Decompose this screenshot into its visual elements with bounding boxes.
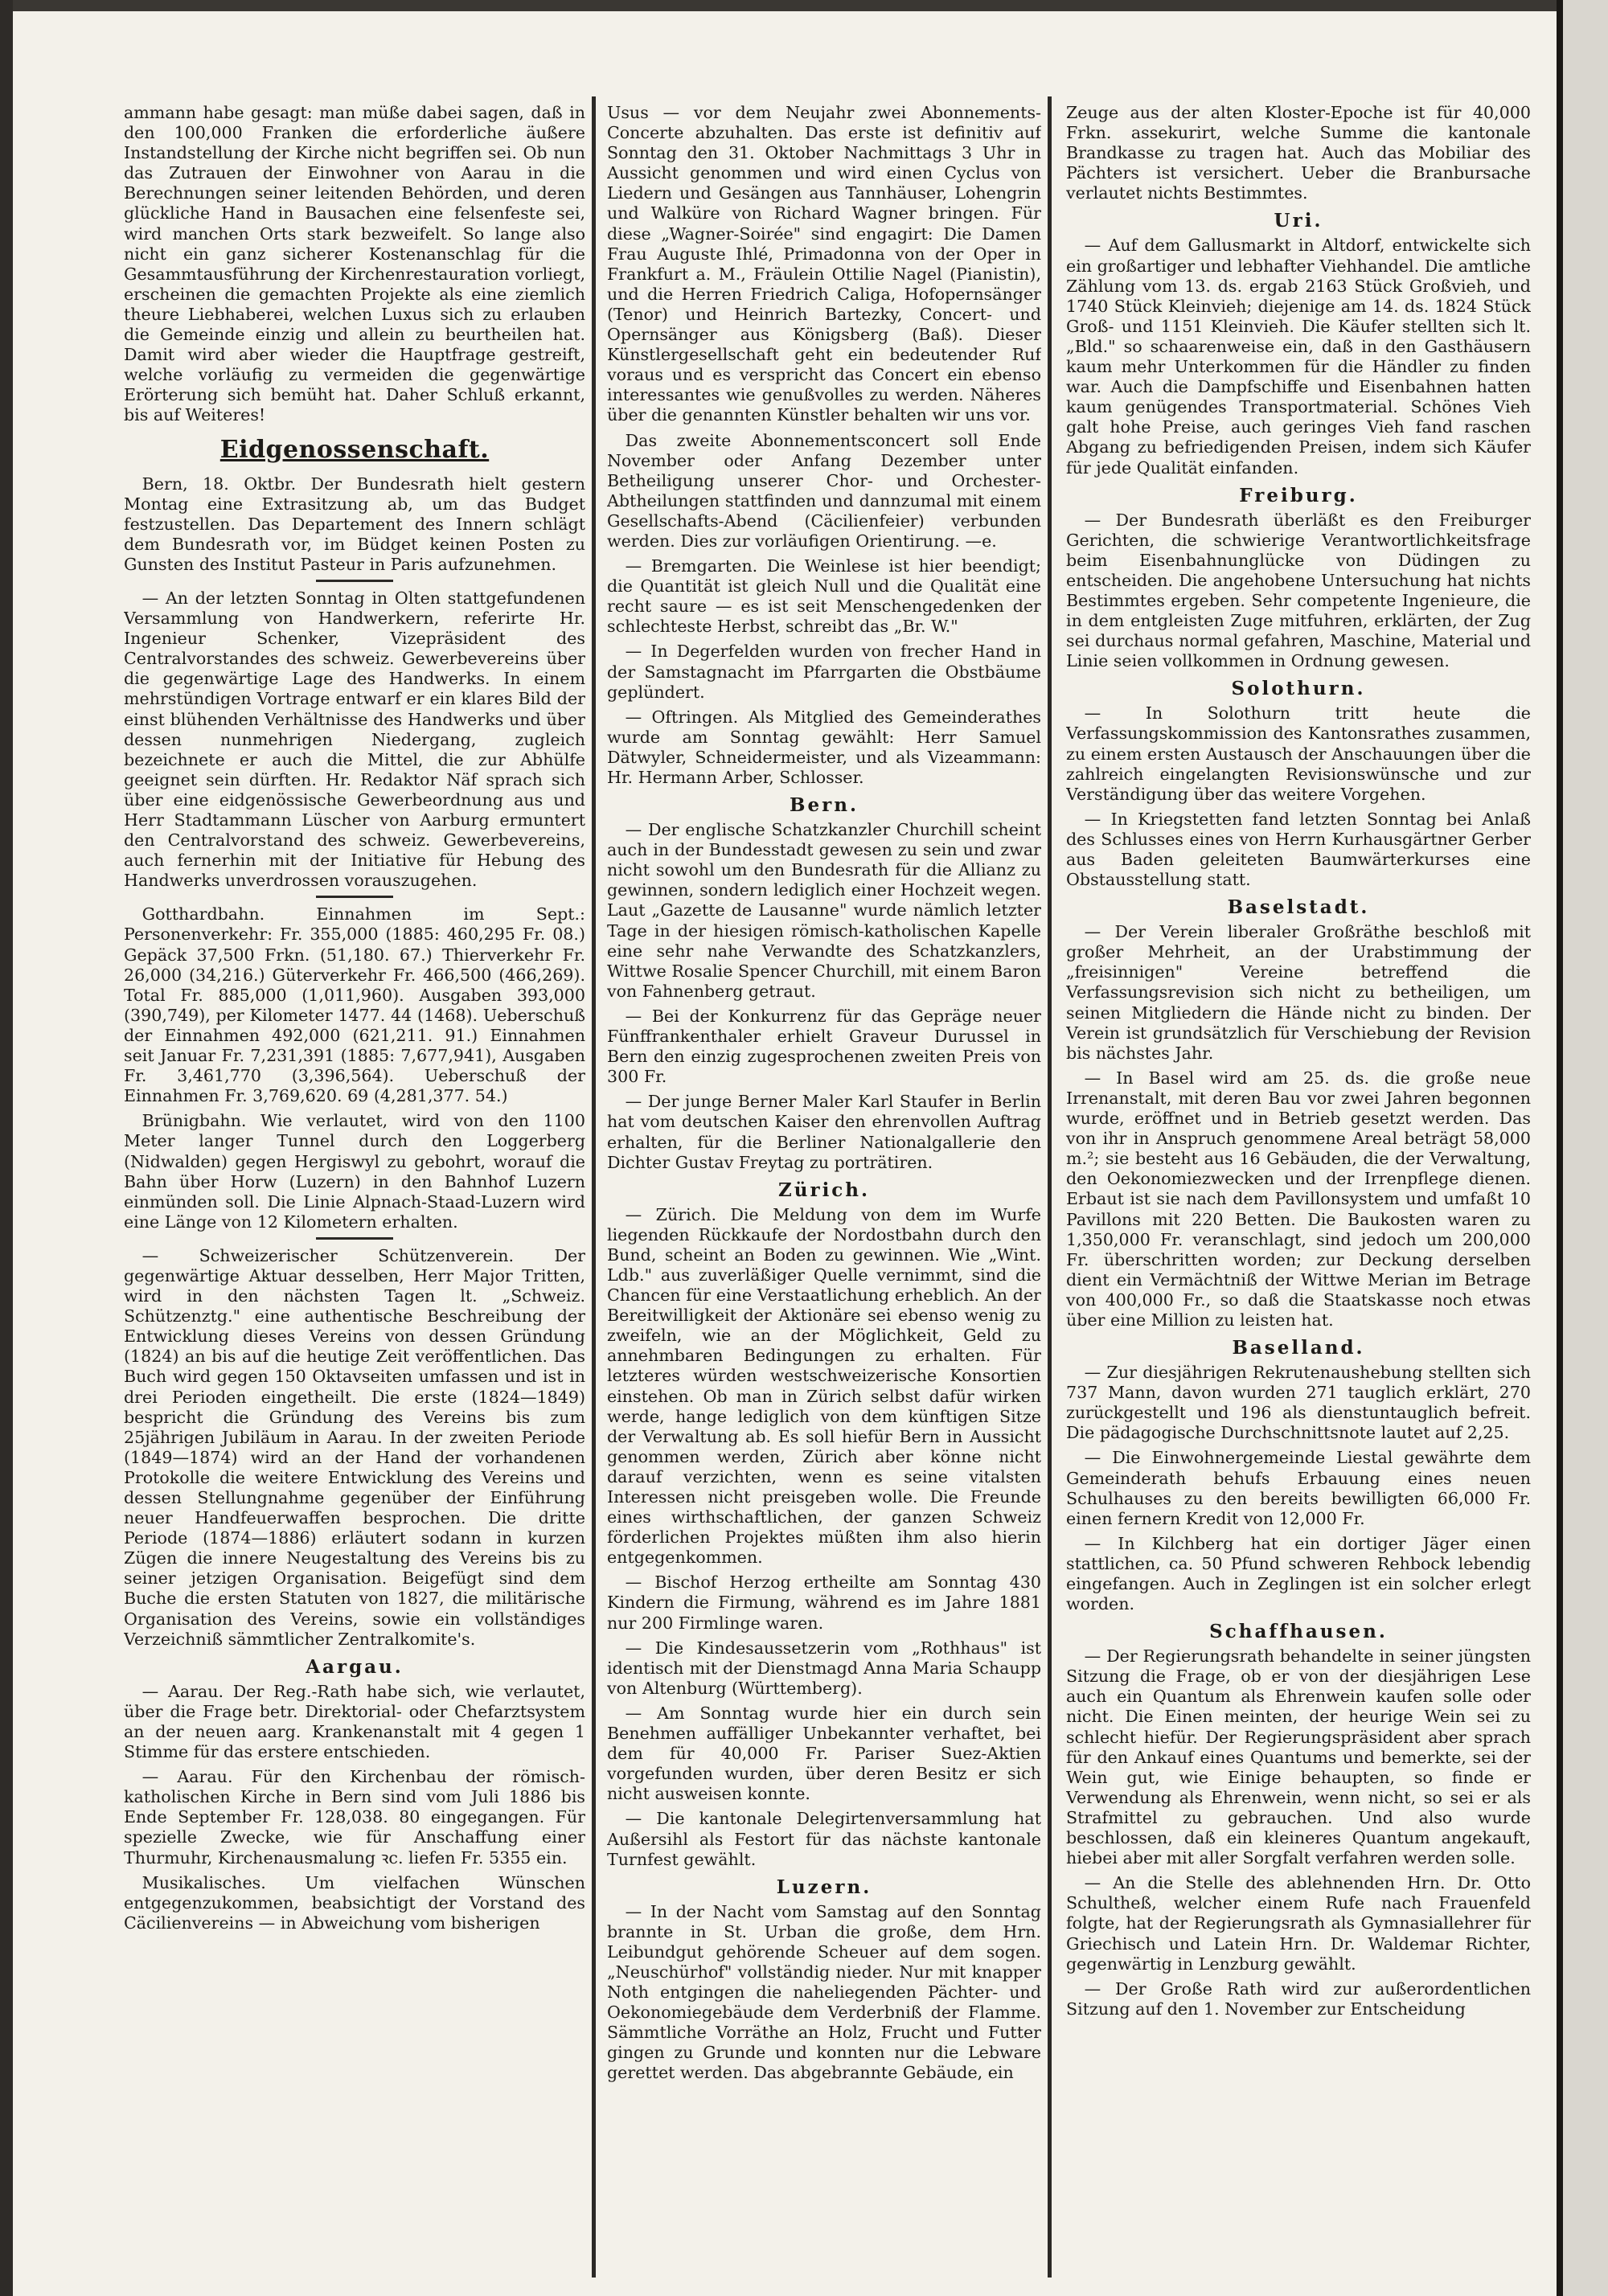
- article-paragraph: — Aarau. Der Reg.-Rath habe sich, wie verlautet, über die Frage betr. Direktorial- oder Chefarztsystem an der neuen aarg. Krankenanstalt mit 4 gegen 1 Stimme für das erstere entschieden.: [124, 1681, 585, 1762]
- scan-edge-top: [0, 0, 1608, 11]
- section-heading: Eidgenossenschaft.: [219, 435, 490, 464]
- separator-rule: [316, 896, 393, 898]
- article-paragraph: — In Kriegstetten fand letzten Sonntag bei Anlaß des Schlusses eines von Herrn Kurhausgärtner Gerber aus Baden geleiteten Baumwärterkurses eine Obstausstellung statt.: [1066, 809, 1531, 890]
- article-paragraph: Gotthardbahn. Einnahmen im Sept.: Personenverkehr: Fr. 355,000 (1885: 460,295 Fr. 08.) Gepäck 37,500 Frkn. (51,180. 67.) Thierverkehr Fr. 26,000 (34,216.) Güterverkehr Fr. 466,500 (466,269). Total Fr. 885,000 (1,011,960). Ausgaben 393,000 (390,749), per Kilometer 1477. 44 (1468). Ueberschuß der Einnahmen 492,000 (621,211. 91.) Einnahmen seit Januar Fr. 7,231,391 (1885: 7,677,941), Ausgaben Fr. 3,461,770 (3,396,564). Ueberschuß der Einnahmen Fr. 3,769,620. 69 (4,281,377. 54.): [124, 904, 585, 1106]
- article-paragraph: ammann habe gesagt: man müße dabei sagen, daß in den 100,000 Franken die erforderliche äußere Instandstellung der Kirche nicht begriffen sei. Ob nun das Zutrauen der Einwohner von Aarau in die Berechnungen seiner leitenden Behörden, und deren glückliche Hand in Bausachen eine felsenfeste sei, wird manchen Orts stark bezweifelt. So lange also nicht ein ganz sicherer Kostenanschlag für die Gesammtausführung der Kirchenrestauration vorliegt, erscheinen die gemachten Projekte als eine ziemlich theure Liebhaberei, welchen Luxus sich zu erlauben die Gemeinde einzig und allein zu beurtheilen hat. Damit wird aber wieder die Hauptfrage gestreift, welche vorläufig zu vermeiden die gegenwärtige Erörterung sich bemüht hat. Daher Schluß erkannt, bis auf Weiteres!: [124, 103, 585, 425]
- article-paragraph: — Zürich. Die Meldung von dem im Wurfe liegenden Rückkaufe der Nordostbahn durch den Bund, scheint an Boden zu gewinnen. Wie „Wint. Ldb." aus zuverläßiger Quelle vernimmt, sind die Chancen für eine Verstaatlichung erheblich. An der Bereitwilligkeit der Aktionäre sei ebenso wenig zu zweifeln, wie an der Möglichkeit, Geld zu annehmbaren Bedingungen zu erhalten. Für letzteres würden westschweizerische Konsortien einstehen. Ob man in Zürich selbst dafür wirken werde, hange lediglich von dem künftigen Sitze der Verwaltung ab. Es soll hiefür Bern in Aussicht genommen werden, Zürich aber könne nicht darauf verzichten, wenn es seine vitalsten Interessen nicht preisgeben wolle. Die Freunde eines wirthschaftlichen, der ganzen Schweiz förderlichen Projektes müßten ihm also hierin entgegenkommen.: [607, 1204, 1041, 1568]
- article-paragraph: Usus — vor dem Neujahr zwei Abonnements-Concerte abzuhalten. Das erste ist definitiv auf Sonntag den 31. Oktober Nachmittags 3 Uhr in Aussicht genommen und wird einen Cyclus von Liedern und Gesängen aus Tannhäuser, Lohengrin und Walküre von Richard Wagner bringen. Für diese „Wagner-Soirée" sind engagirt: Die Damen Frau Auguste Ihlé, Primadonna von der Oper in Frankfurt a. M., Fräulein Ottilie Nagel (Pianistin), und die Herren Friedrich Caliga, Hofopernsänger (Tenor) und Heinrich Bartezky, Concert- und Opernsänger aus Königsberg (Baß). Dieser Künstlergesellschaft geht ein bedeutender Ruf voraus und es verspricht das Concert ein ebenso interessantes wie genußvolles zu werden. Näheres über die genannten Künstler behalten wir uns vor.: [607, 103, 1041, 425]
- canton-heading: Luzern.: [776, 1876, 872, 1898]
- canton-heading: Baselstadt.: [1227, 896, 1370, 919]
- column-rule: [592, 96, 596, 2278]
- article-paragraph: Das zweite Abonnementsconcert soll Ende November oder Anfang Dezember unter Betheiligung unserer Chor- und Orchester-Abtheilungen stattfinden und dannzumal mit einem Gesellschafts-Abend (Cäcilienfeier) verbunden werden. Dies zur vorläufigen Orientirung. —e.: [607, 430, 1041, 551]
- article-paragraph: — In Degerfelden wurden von frecher Hand in der Samstagnacht im Pfarrgarten die Obstbäume geplündert.: [607, 642, 1041, 702]
- article-paragraph: — Zur diesjährigen Rekrutenaushebung stellten sich 737 Mann, davon wurden 271 tauglich erklärt, 270 zurückgestellt und 196 als dienstuntauglich befreit. Die pädagogische Durchschnittsnote lautet auf 2,25.: [1066, 1363, 1531, 1443]
- article-paragraph: — Der Regierungsrath behandelte in seiner jüngsten Sitzung die Frage, ob er von der diesjährigen Lese auch ein Quantum als Ehrenwein kaufen solle oder nicht. Die Einen meinten, der heurige Wein sei zu schlecht hiefür. Der Regierungspräsident aber sprach für den Ankauf eines Quantums und bemerkte, sei der Wein gut, wie Einige behaupten, so finde er Verwendung als Ehrenwein, wenn nicht, so sei er als Strafmittel zu gebrauchen. Und also wurde beschlossen, daß ein kleineres Quantum angekauft, hiebei aber mit aller Sorgfalt verfahren werden solle.: [1066, 1646, 1531, 1868]
- article-paragraph: — Der Große Rath wird zur außerordentlichen Sitzung auf den 1. November zur Entscheidung: [1066, 1978, 1531, 2019]
- canton-heading: Baselland.: [1232, 1337, 1365, 1359]
- article-paragraph: — In Kilchberg hat ein dortiger Jäger einen stattlichen, ca. 50 Pfund schweren Rehbock lebendig eingefangen. Auch in Zeglingen ist ein solcher erlegt worden.: [1066, 1533, 1531, 1614]
- article-paragraph: — An der letzten Sonntag in Olten stattgefundenen Versammlung von Handwerkern, referirte Hr. Ingenieur Schenker, Vizepräsident des Centralvorstandes des schweiz. Gewerbevereins über die gegenwärtige Lage des Handwerks. In einem mehrstündigen Vortrage entwarf er ein klares Bild der einst blühenden Verhältnisse des Handwerks und über dessen nunmehrigen Niedergang, zugleich bezeichnete er auch die Mittel, die zur Abhülfe geeignet sein dürften. Hr. Redaktor Näf sprach sich über eine eidgenössische Gewerbeordnung aus und Herr Stadtammann Lüscher von Aarburg ermuntert den Centralvorstand des schweiz. Gewerbevereins, auch fernerhin mit der Initiative für Hebung des Handwerks unverdrossen vorauszugehen.: [124, 588, 585, 891]
- canton-heading: Zürich.: [777, 1179, 871, 1201]
- article-paragraph: — Auf dem Gallusmarkt in Altdorf, entwickelte sich ein großartiger und lebhafter Viehhandel. Die amtliche Zählung vom 13. ds. ergab 2163 Stück Großvieh, und 1740 Stück Kleinvieh; diejenige am 14. ds. 1824 Stück Groß- und 1151 Kleinvieh. Die Käufer stellten sich lt. „Bld." so schaarenweise ein, daß in den Gasthäusern kaum mehr Unterkommen für die Händler zu finden war. Auch die Dampfschiffe und Eisenbahnen hatten kaum genügendes Transportmaterial. Schönes Vieh galt hohe Preise, auch geringes Vieh fand raschen Abgang zu befriedigenden Preisen, indem sich Käufer für jede Qualität einfanden.: [1066, 236, 1531, 478]
- scan-edge-right: [1557, 0, 1608, 2296]
- article-paragraph: — Die kantonale Delegirtenversammlung hat Außersihl als Festort für das nächste kantonale Turnfest gewählt.: [607, 1809, 1041, 1869]
- column-2: [607, 103, 1041, 2278]
- article-paragraph: — Der Bundesrath überläßt es den Freiburger Gerichten, die schwierige Verantwortlichkeitsfrage beim Eisenbahnunglücke von Düdingen zu entscheiden. Die angehobene Untersuchung hat nichts Bestimmtes ergeben. Sehr competente Ingenieure, die in dem entgleisten Zuge mitfuhren, erklärten, der Zug sei durchaus normal gefahren, Maschine, Material und Linie seien vollkommen in Ordnung gewesen.: [1066, 510, 1531, 671]
- article-paragraph: — Die Kindesaussetzerin vom „Rothhaus" ist identisch mit der Dienstmagd Anna Maria Schaupp von Altenburg (Württemberg).: [607, 1638, 1041, 1698]
- article-paragraph: — In Basel wird am 25. ds. die große neue Irrenanstalt, mit deren Bau vor zwei Jahren begonnen wurde, eröffnet und in Betrieb gesetzt werden. Das von ihr in Anspruch genommene Areal beträgt 58,000 m.²; sie besteht aus 16 Gebäuden, die der Verwaltung, den Oekonomiezwecken und der Irrenpflege dienen. Erbaut ist sie nach dem Pavillonsystem und umfaßt 10 Pavillons mit 220 Betten. Die Baukosten waren zu 1,350,000 Fr. veranschlagt, sind jedoch um 200,000 Fr. überschritten worden; zur Deckung derselben dient ein Vermächtniß der Wittwe Merian im Betrage von 400,000 Fr., so daß die Staatskasse noch etwas über eine Million zu leisten hat.: [1066, 1068, 1531, 1330]
- canton-heading: Aargau.: [306, 1655, 404, 1678]
- article-paragraph: Zeuge aus der alten Kloster-Epoche ist für 40,000 Frkn. assekurirt, welche Summe die kantonale Brandkasse zu tragen hat. Auch das Mobiliar des Pächters ist versichert. Ueber die Branbursache verlautet nichts Bestimmtes.: [1066, 103, 1531, 203]
- separator-rule: [316, 1237, 393, 1240]
- column-1: [124, 103, 585, 2278]
- article-paragraph: — In der Nacht vom Samstag auf den Sonntag brannte in St. Urban die große, dem Hrn. Leibundgut gehörende Scheuer auf dem sogen. „Neuschürhof" vollständig nieder. Nur mit knapper Noth entgingen die naheliegenden Pächter- und Oekonomiegebäude dem Verderbniß der Flamme. Sämmtliche Vorräthe an Holz, Frucht und Futter gingen zu Grunde und konnten nur die Lebware gerettet werden. Das abgebrannte Gebäude, ein: [607, 1901, 1041, 2083]
- article-paragraph: — Bremgarten. Die Weinlese ist hier beendigt; die Quantität ist gleich Null und die Qualität eine recht saure — es ist seit Menschengedenken der schlechteste Herbst, schreibt das „Br. W.": [607, 556, 1041, 637]
- column-rule: [1048, 96, 1052, 2278]
- canton-heading: Bern.: [790, 794, 859, 817]
- article-paragraph: — An die Stelle des ablehnenden Hrn. Dr. Otto Schultheß, welcher einem Rufe nach Frauenfeld folgte, hat der Regierungsrath als Gymnasiallehrer für Griechisch und Latein Hrn. Dr. Waldemar Richter, gegenwärtig in Lenzburg gewählt.: [1066, 1873, 1531, 1974]
- article-paragraph: — Der englische Schatzkanzler Churchill scheint auch in der Bundesstadt gewesen zu sein und zwar nicht sowohl um den Bundesrath für die Allianz zu gewinnen, sondern lediglich einer Hochzeit wegen. Laut „Gazette de Lausanne" wurde nämlich letzter Tage in der hiesigen römisch-katholischen Kapelle eine sehr nahe Verwandte des Schatzkanzlers, Wittwe Rosalie Spencer Churchill, mit einem Baron von Fahnenberg getraut.: [607, 820, 1041, 1001]
- article-paragraph: Musikalisches. Um vielfachen Wünschen entgegenzukommen, beabsichtigt der Vorstand des Cäcilienvereins — in Abweichung vom bisherigen: [124, 1872, 585, 1933]
- canton-heading: Uri.: [1274, 210, 1323, 232]
- article-paragraph: — Der Verein liberaler Großräthe beschloß mit großer Mehrheit, an der Urabstimmung der „freisinnigen" Vereine betreffend die Verfassungsrevision sich nicht zu betheiligen, um seinen Mitgliedern die Hände nicht zu binden. Der Verein ist grundsätzlich für Verschiebung der Revision bis nächstes Jahr.: [1066, 922, 1531, 1063]
- canton-heading: Freiburg.: [1239, 484, 1358, 506]
- article-paragraph: — Am Sonntag wurde hier ein durch sein Benehmen auffälliger Unbekannter verhaftet, bei dem für 40,000 Fr. Pariser Suez-Aktien vorgefunden wurden, über deren Besitz er sich nicht ausweisen konnte.: [607, 1703, 1041, 1804]
- scan-edge-left: [0, 0, 13, 2296]
- article-paragraph: Bern, 18. Oktbr. Der Bundesrath hielt gestern Montag eine Extrasitzung ab, um das Budget festzustellen. Das Departement des Innern schlägt dem Bundesrath vor, im Büdget keinen Posten zu Gunsten des Institut Pasteur in Paris aufzunehmen.: [124, 474, 585, 574]
- canton-heading: Schaffhausen.: [1209, 1621, 1388, 1643]
- article-paragraph: — Oftringen. Als Mitglied des Gemeinderathes wurde am Sonntag gewählt: Herr Samuel Dätwyler, Schneidermeister, und als Vizeammann: Hr. Hermann Arber, Schlosser.: [607, 707, 1041, 787]
- article-paragraph: — Schweizerischer Schützenverein. Der gegenwärtige Aktuar desselben, Herr Major Tritten, wird in den nächsten Tagen lt. „Schweiz. Schützenztg." eine authentische Beschreibung der Entwicklung dieses Vereins von dessen Gründung (1824) an bis auf die heutige Zeit veröffentlichen. Das Buch wird gegen 150 Oktavseiten umfassen und ist in drei Perioden eingetheilt. Die erste (1824—1849) bespricht die Gründung des Vereins bis zum 25jährigen Jubiläum in Aarau. In der zweiten Periode (1849—1874) wird an der Hand der vorhandenen Protokolle die weitere Entwicklung des Vereins und dessen Stellungnahme gegenüber der Einführung neuer Handfeuerwaffen besprochen. Die dritte Periode (1874—1886) erläutert sodann in kurzen Zügen die innere Neugestaltung des Vereins bis zu seiner jetzigen Organisation. Beigefügt sind dem Buche die ersten Statuten von 1827, die militärische Organisation des Vereins, sowie ein vollständiges Verzeichniß sämmtlicher Zentralkomite's.: [124, 1245, 585, 1649]
- article-paragraph: — Aarau. Für den Kirchenbau der römisch-katholischen Kirche in Bern sind vom Juli 1886 bis Ende September Fr. 128,038. 80 eingegangen. Für spezielle Zwecke, wie für Anschaffung einer Thurmuhr, Kirchenausmalung ꝛc. liefen Fr. 5355 ein.: [124, 1767, 585, 1868]
- article-paragraph: — Bischof Herzog ertheilte am Sonntag 430 Kindern die Firmung, während es im Jahre 1881 nur 200 Firmlinge waren.: [607, 1572, 1041, 1633]
- column-3: [1066, 103, 1531, 2278]
- canton-heading: Solothurn.: [1231, 678, 1366, 700]
- article-paragraph: — In Solothurn tritt heute die Verfassungskommission des Kantonsrathes zusammen, zu einem ersten Austausch der Anschauungen über die zahlreich eingelangten Revisionswünsche und zur Verständigung über das weitere Vorgehen.: [1066, 703, 1531, 804]
- article-paragraph: — Die Einwohnergemeinde Liestal gewährte dem Gemeinderath behufs Erbauung eines neuen Schulhauses zu den bereits bewilligten 66,000 Fr. einen fernern Kredit von 12,000 Fr.: [1066, 1448, 1531, 1528]
- article-paragraph: — Bei der Konkurrenz für das Gepräge neuer Fünffrankenthaler erhielt Graveur Durussel in Bern den einzig zugesprochenen zweiten Preis von 300 Fr.: [607, 1006, 1041, 1087]
- article-paragraph: Brünigbahn. Wie verlautet, wird von den 1100 Meter langer Tunnel durch den Loggerberg (Nidwalden) gegen Hergiswyl zu gebohrt, worauf die Bahn über Horw (Luzern) in den Bahnhof Luzern einmünden soll. Die Linie Alpnach-Staad-Luzern wird eine Länge von 12 Kilometern erhalten.: [124, 1111, 585, 1232]
- separator-rule: [316, 580, 393, 582]
- article-paragraph: — Der junge Berner Maler Karl Staufer in Berlin hat vom deutschen Kaiser den ehrenvollen Auftrag erhalten, für die Berliner Nationalgallerie den Dichter Gustav Freytag zu porträtiren.: [607, 1092, 1041, 1172]
